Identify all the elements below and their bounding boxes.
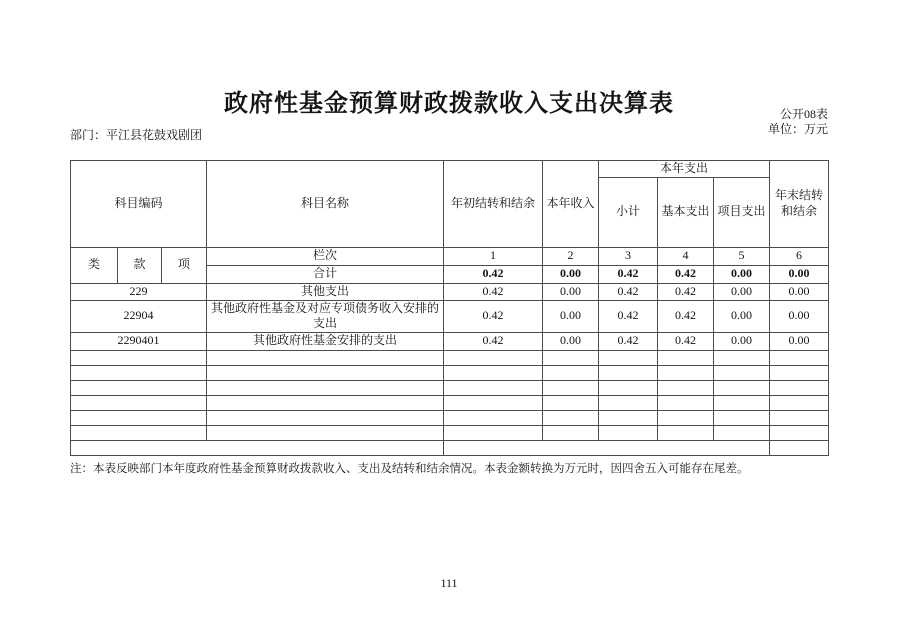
cell-value (444, 365, 543, 380)
subject-code-cell (71, 365, 207, 380)
cell-value (543, 410, 599, 425)
column-number: 2 (543, 247, 599, 265)
subject-name-cell (207, 380, 444, 395)
column-row-label: 栏次 (207, 247, 444, 265)
cell-value: 0.42 (658, 332, 714, 350)
subject-name-cell: 其他政府性基金安排的支出 (207, 332, 444, 350)
cell-value (599, 350, 658, 365)
total-label: 合计 (207, 265, 444, 283)
column-number: 6 (770, 247, 829, 265)
cell-value: 0.42 (444, 265, 543, 283)
cell-value: 0.42 (658, 283, 714, 300)
cell-value: 0.42 (444, 300, 543, 332)
cell-value (714, 365, 770, 380)
subject-code-cell (71, 395, 207, 410)
cell-value (444, 410, 543, 425)
cell-value (770, 440, 829, 455)
department-label: 部门：平江县花鼓戏剧团 (70, 128, 203, 142)
subject-name-cell (207, 350, 444, 365)
cell-value (714, 425, 770, 440)
header-subject-name: 科目名称 (207, 161, 444, 248)
subject-name-cell: 其他政府性基金及对应专项债务收入安排的支出 (207, 300, 444, 332)
cell-value: 0.00 (770, 283, 829, 300)
cell-value (770, 380, 829, 395)
cell-value: 0.42 (599, 300, 658, 332)
cell-value: 0.00 (714, 332, 770, 350)
cell-value: 0.00 (543, 283, 599, 300)
column-number: 1 (444, 247, 543, 265)
cell-value: 0.42 (658, 265, 714, 283)
subject-name-cell (207, 395, 444, 410)
cell-value (543, 380, 599, 395)
cell-value (658, 380, 714, 395)
cell-value (770, 350, 829, 365)
subject-code-cell (71, 380, 207, 395)
cell-value (770, 425, 829, 440)
cell-value: 0.42 (444, 332, 543, 350)
cell-value (444, 395, 543, 410)
empty-row (71, 395, 829, 410)
header-subtotal: 小计 (599, 177, 658, 247)
cell-value: 0.00 (543, 332, 599, 350)
table-row (71, 332, 829, 350)
cell-value (599, 425, 658, 440)
header-current-year-income: 本年收入 (543, 161, 599, 248)
cell-value: 0.42 (658, 300, 714, 332)
table-note: 注：本表反映部门本年度政府性基金预算财政拨款收入、支出及结转和结余情况。本表金额转换为万元时，因四舍五入可能存在尾差。 (70, 463, 749, 475)
cell-value: 0.00 (714, 265, 770, 283)
header-opening-balance: 年初结转和结余 (444, 161, 543, 248)
cell-value (714, 395, 770, 410)
cell-value: 0.00 (770, 300, 829, 332)
cell-value (714, 410, 770, 425)
table-row (71, 283, 829, 300)
header-code-section: 款 (118, 247, 162, 283)
cell-value (599, 365, 658, 380)
form-code: 公开08表 (779, 107, 828, 121)
column-number: 4 (658, 247, 714, 265)
cell-value: 0.00 (714, 283, 770, 300)
header-subject-code: 科目编码 (71, 161, 207, 248)
cell-value: 0.00 (770, 265, 829, 283)
subject-code-cell (71, 350, 207, 365)
cell-value (658, 425, 714, 440)
header-project-expenditure: 项目支出 (714, 177, 770, 247)
header-row-1 (71, 161, 829, 178)
cell-value (543, 350, 599, 365)
cell-value: 0.42 (599, 265, 658, 283)
cell-value (543, 365, 599, 380)
cell-value (658, 350, 714, 365)
table-row (71, 300, 829, 332)
empty-row (71, 365, 829, 380)
cell-value: 0.42 (444, 283, 543, 300)
footer-merged-row (71, 440, 829, 455)
subject-name-cell (207, 410, 444, 425)
cell-value (714, 350, 770, 365)
subject-code-cell: 22904 (71, 300, 207, 332)
cell-value (444, 425, 543, 440)
column-number: 5 (714, 247, 770, 265)
cell-value (658, 410, 714, 425)
form-meta (768, 107, 828, 137)
unit-label: 单位：万元 (767, 122, 828, 136)
cell-value (770, 410, 829, 425)
empty-row (71, 380, 829, 395)
subject-name-cell: 其他支出 (207, 283, 444, 300)
cell-value: 0.00 (714, 300, 770, 332)
header-code-class: 类 (71, 247, 118, 283)
empty-row (71, 410, 829, 425)
cell-value (599, 410, 658, 425)
column-index-row (71, 247, 829, 265)
subject-name-cell (207, 365, 444, 380)
subject-code-cell (71, 425, 207, 440)
cell-value: 0.00 (770, 332, 829, 350)
cell-value (658, 365, 714, 380)
page-title: 政府性基金预算财政拨款收入支出决算表 (224, 91, 674, 117)
header-code-item: 项 (162, 247, 207, 283)
empty-row (71, 350, 829, 365)
header-year-end-balance: 年末结转和结余 (770, 161, 829, 248)
cell-value (444, 380, 543, 395)
cell-value (714, 380, 770, 395)
cell-value: 0.42 (599, 283, 658, 300)
cell-value (770, 395, 829, 410)
header-basic-expenditure: 基本支出 (658, 177, 714, 247)
cell-value (444, 350, 543, 365)
subject-name-cell (207, 425, 444, 440)
cell-value: 0.00 (543, 300, 599, 332)
cell-value: 0.42 (599, 332, 658, 350)
cell-value (658, 395, 714, 410)
subject-code-cell (71, 410, 207, 425)
merged-code-name-cell (71, 440, 444, 455)
column-number: 3 (599, 247, 658, 265)
cell-value (770, 365, 829, 380)
cell-value: 0.00 (543, 265, 599, 283)
cell-value (599, 395, 658, 410)
subject-code-cell: 2290401 (71, 332, 207, 350)
page-number: 111 (440, 576, 458, 590)
cell-value (599, 380, 658, 395)
header-current-year-expenditure: 本年支出 (599, 161, 770, 178)
budget-table (70, 160, 829, 456)
subject-code-cell: 229 (71, 283, 207, 300)
cell-value (543, 425, 599, 440)
cell-value (543, 395, 599, 410)
empty-row (71, 425, 829, 440)
merged-values-cell (444, 440, 770, 455)
